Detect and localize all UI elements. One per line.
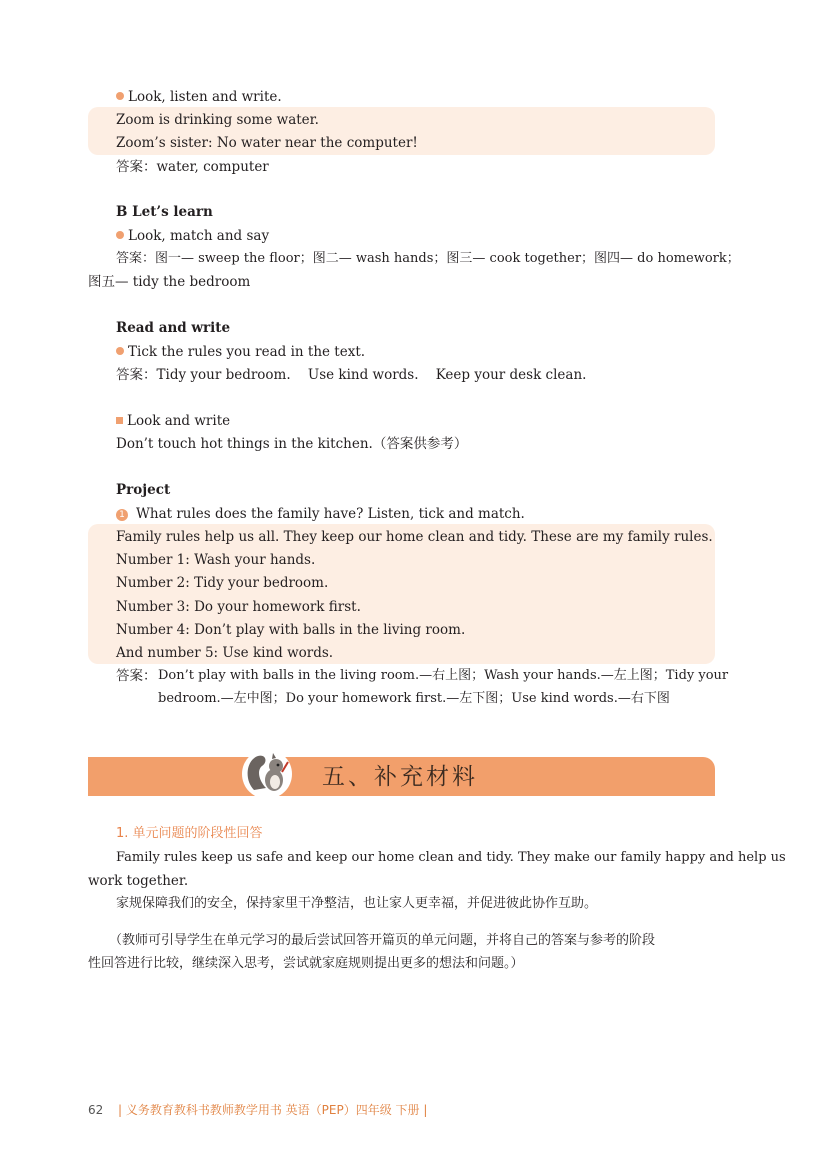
answer-label: 答案： [116,668,157,684]
number-circle-icon: 1 [116,509,128,521]
answer-line: Don’t touch hot things in the kitchen.（答案供参考） [116,436,468,452]
teacher-note: （教师可引导学生在单元学习的最后尝试回答开篇页的单元问题，并将自己的答案与参考的阶段 [109,933,656,948]
circle-bullet-icon [116,347,124,355]
answer-line: 答案：water, computer [116,159,269,175]
body-text: Family rules keep us safe and keep our home clean and tidy. They make our family happy and help us [116,850,786,865]
page-number: 62 [88,1103,104,1117]
exercise-heading [116,227,269,245]
exercise-heading [116,412,230,430]
section-heading: B Let’s learn [116,204,213,220]
section-heading: Read and write [116,320,231,336]
section-heading: Project [116,482,171,498]
answer-line: 图五— tidy the bedroom [88,274,251,290]
answer-line: bedroom.—左中图；Do your homework first.—左下图；Use kind words.—右下图 [158,691,670,706]
text: Look and write [127,413,231,429]
exercise-heading [116,343,365,361]
dialogue-line: Number 2: Tidy your bedroom. [116,575,329,591]
answer-line: 答案：图一— sweep the floor；图二— wash hands；图三— cook together；图四— do homework； [116,251,740,266]
exercise-heading [116,88,282,106]
dialogue-line: And number 5: Use kind words. [116,645,334,661]
dialogue-line: Zoom is drinking some water. [116,112,319,128]
circle-bullet-icon [116,92,124,100]
teacher-note: 性回答进行比较，继续深入思考，尝试就家庭规则提出更多的想法和问题。） [88,956,524,971]
answer-line: 答案：Tidy your bedroom. Use kind words. Keep your desk clean. [116,367,587,383]
squirrel-illustration [240,744,298,800]
square-bullet-icon [116,417,123,424]
banner-title: 五、补充材料 [322,764,478,790]
answer-line: Don’t play with balls in the living room.—右上图；Wash your hands.—左上图；Tidy your [158,668,729,683]
body-text: work together. [88,873,189,889]
dialogue-line: Zoom’s sister: No water near the computer! [116,135,418,151]
subsection-heading: 1. 单元问题的阶段性回答 [116,826,263,841]
text: Tick the rules you read in the text. [128,344,366,360]
exercise-heading [116,505,525,523]
dialogue-line: Number 1: Wash your hands. [116,552,316,568]
text: What rules does the family have? Listen, tick and match. [136,506,525,522]
dialogue-line: Family rules help us all. They keep our home clean and tidy. These are my family rules. [116,529,713,545]
circle-bullet-icon [116,231,124,239]
book-title: | 义务教育教科书教师教学用书 英语（PEP）四年级 下册 | [118,1103,428,1117]
dialogue-line: Number 4: Don’t play with balls in the living room. [116,622,466,638]
text: Look, match and say [128,228,270,244]
text: Look, listen and write. [128,89,282,105]
body-text: 家规保障我们的安全，保持家里干净整洁，也让家人更幸福，并促进彼此协作互助。 [116,896,598,911]
dialogue-line: Number 3: Do your homework first. [116,599,361,615]
